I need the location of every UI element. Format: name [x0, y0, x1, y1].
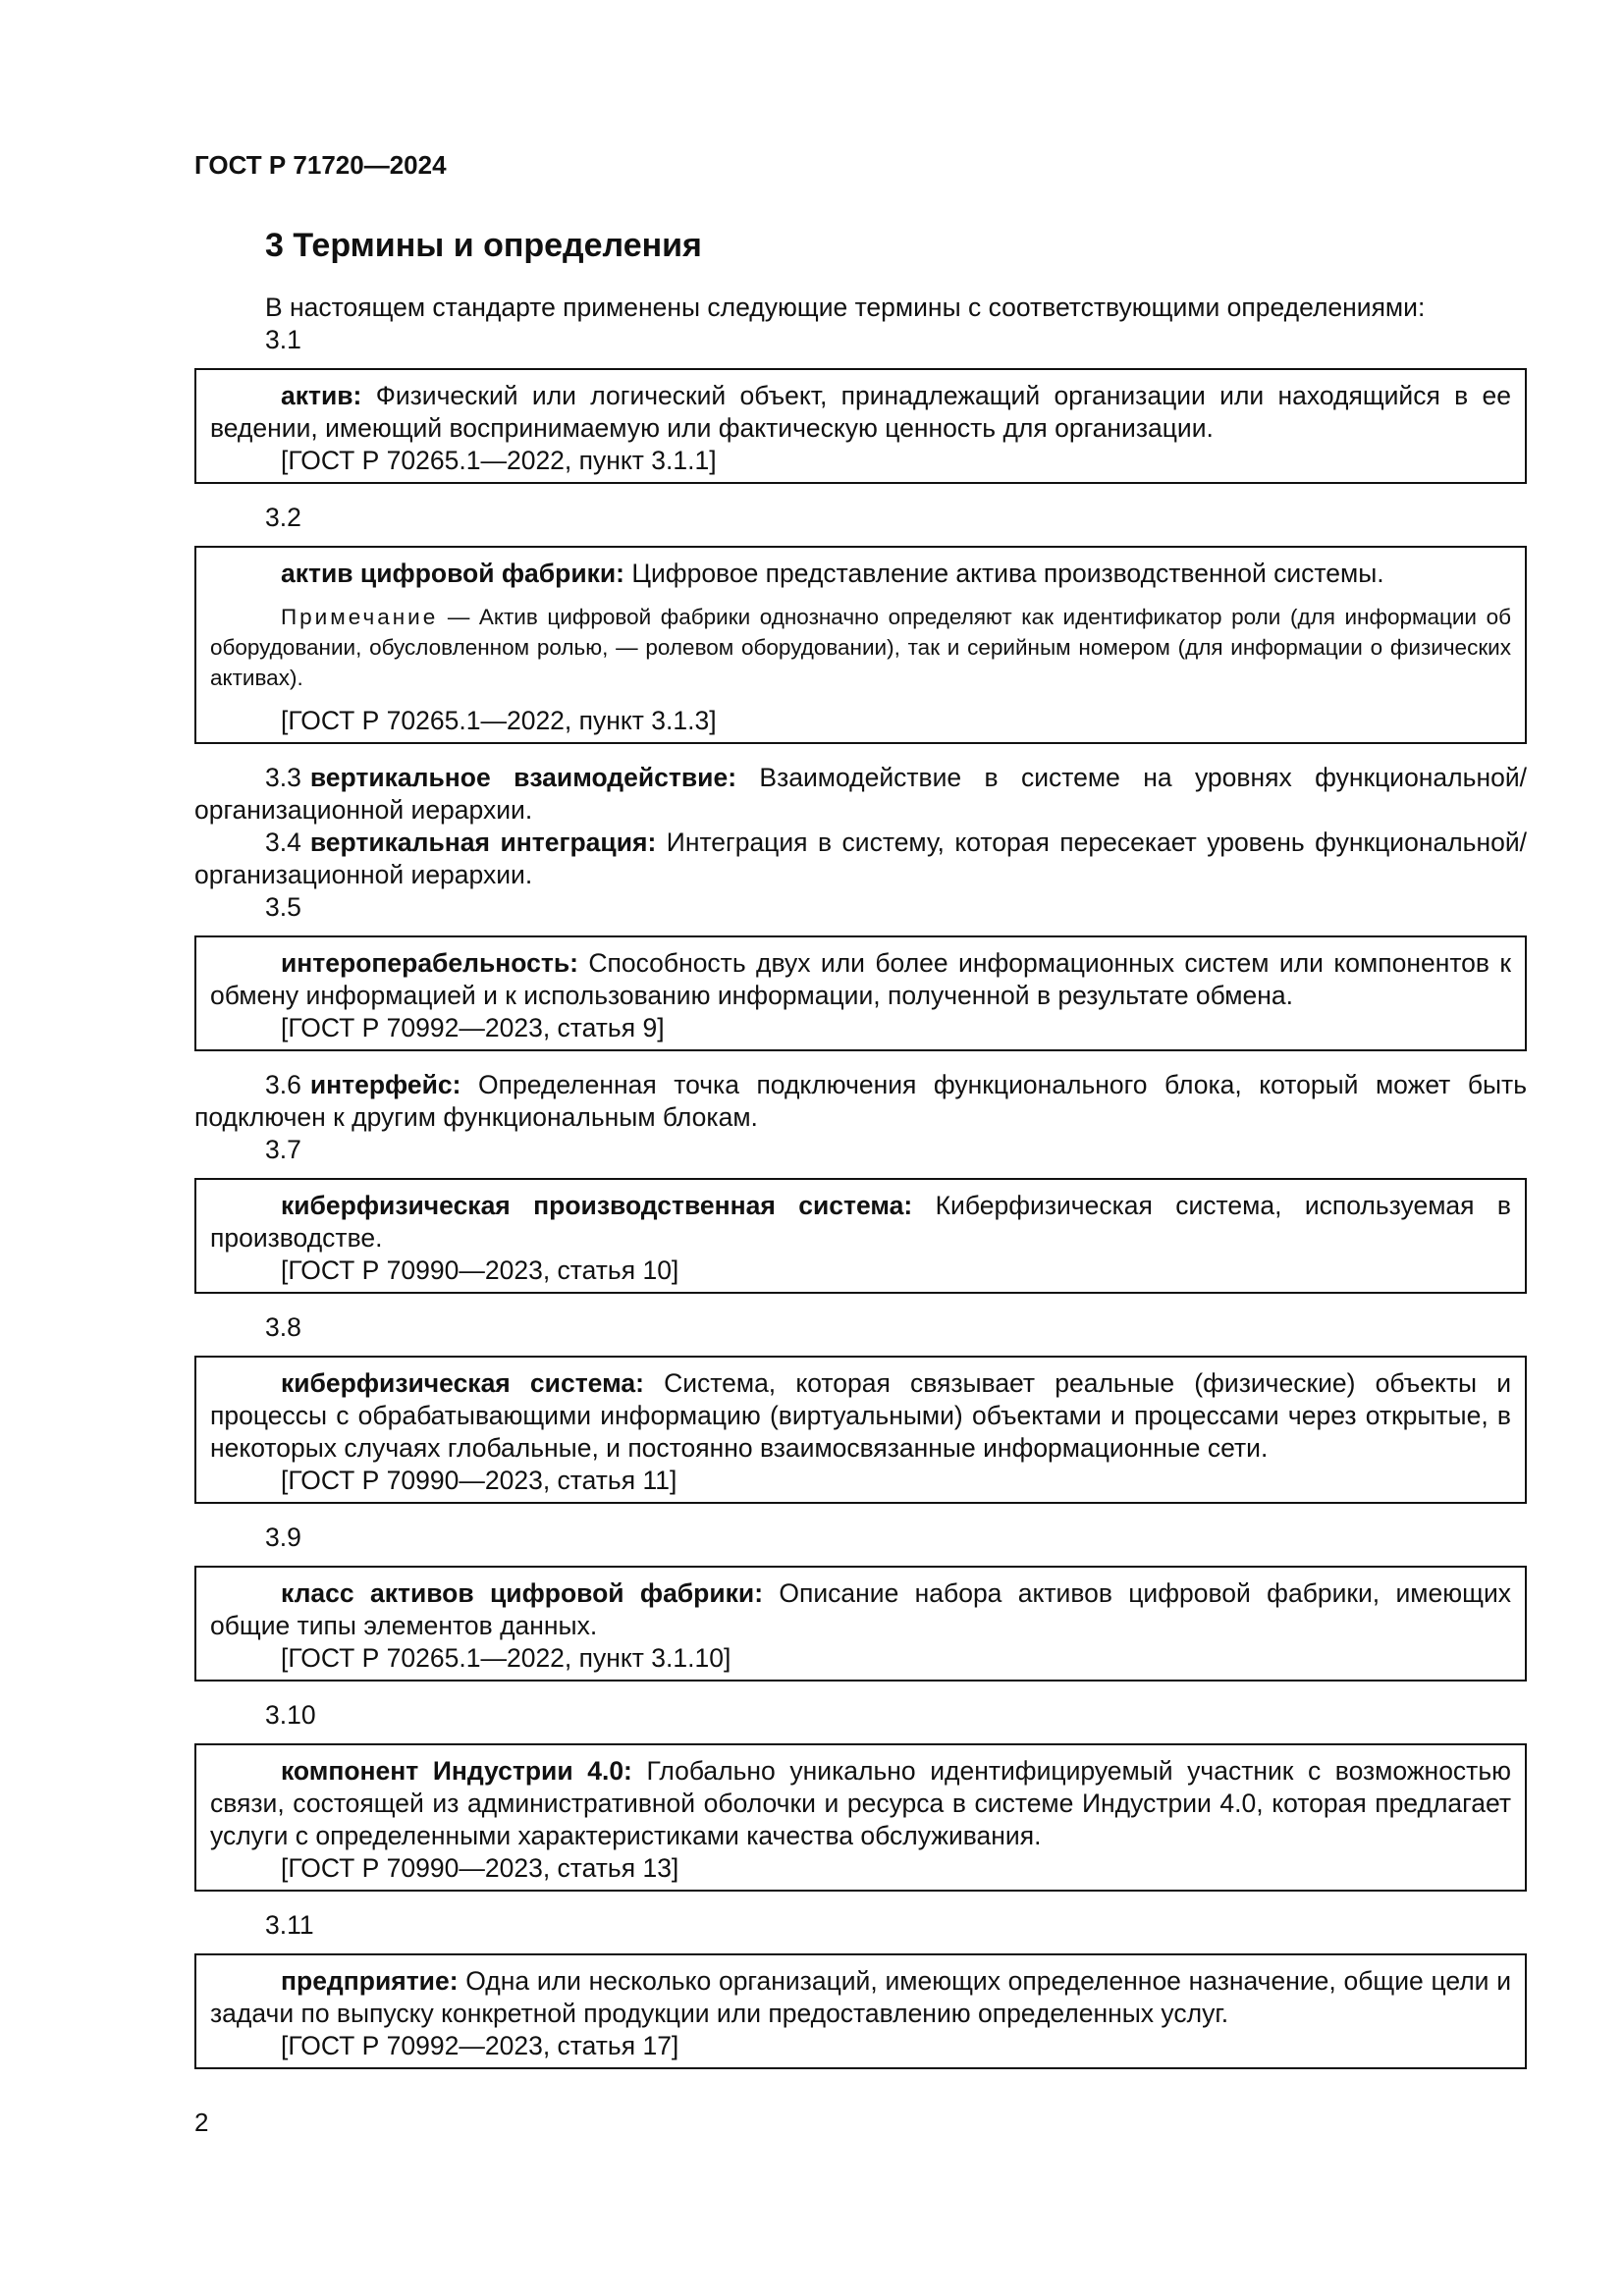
term-source: [ГОСТ Р 70992—2023, статья 9] — [281, 1013, 665, 1042]
entry-number: 3.6 — [265, 1070, 301, 1099]
term-note — [210, 602, 1511, 693]
entry-number: 3.7 — [265, 1135, 301, 1164]
term-box — [194, 1178, 1527, 1294]
term-name: вертикальная интеграция: — [309, 828, 657, 857]
document-id-header: ГОСТ Р 71720—2024 — [194, 150, 447, 180]
term-definition — [210, 380, 1511, 445]
note-text: — Актив цифровой фабрики однозначно определяют как идентификатор роли (для информации об оборудовании, обусловленном ролью, — ролевом оборудовании), так и серийным номером (для информации о физических активах). — [210, 605, 1511, 690]
page-number: 2 — [194, 2108, 209, 2137]
term-definition — [210, 947, 1511, 1012]
term-definition — [210, 1367, 1511, 1465]
term-box — [194, 935, 1527, 1051]
definition-text: Киберфизическая система, используемая в производстве. — [210, 1191, 1511, 1253]
term-paragraph — [194, 827, 1527, 891]
entry-number: 3.3 — [265, 763, 301, 792]
note-label: Примечание — [281, 605, 439, 629]
term-box — [194, 1743, 1527, 1892]
term-definition — [210, 1577, 1511, 1642]
term-definition — [210, 1965, 1511, 2030]
term-definition — [210, 558, 1511, 590]
term-name: класс активов цифровой фабрики: — [281, 1578, 764, 1608]
term-name: актив: — [281, 381, 362, 410]
term-name: киберфизическая система: — [281, 1368, 644, 1398]
page-content — [194, 223, 1527, 2087]
term-definition — [210, 1190, 1511, 1255]
term-source: [ГОСТ Р 70990—2023, статья 13] — [281, 1853, 679, 1883]
entry-number: 3.9 — [265, 1522, 301, 1552]
entry-number: 3.8 — [265, 1312, 301, 1342]
term-box — [194, 546, 1527, 744]
entry-number: 3.4 — [265, 828, 301, 857]
term-name: киберфизическая производственная система: — [281, 1191, 913, 1220]
definition-text: Способность двух или более информационных систем или компонентов к обмену информацией и к использованию информации, полученной в результате обмена. — [210, 948, 1511, 1010]
term-paragraph — [194, 762, 1527, 827]
definition-text: Система, которая связывает реальные (физические) объекты и процессы с обрабатывающими информацию (виртуальными) объектами и процессами через открытые, в некоторых случаях глобальные, и постоянно взаимосвязанные информационные сети. — [210, 1368, 1512, 1463]
definition-text: Одна или несколько организаций, имеющих определенное назначение, общие цели и задачи по выпуску конкретной продукции или предоставлению определенных услуг. — [210, 1966, 1511, 2028]
definition-text: Цифровое представление актива производственной системы. — [631, 559, 1384, 588]
term-name: компонент Индустрии 4.0: — [281, 1756, 632, 1786]
definition-text: Интеграция в систему, которая пересекает уровень функциональной/организационной иерархии. — [194, 828, 1527, 889]
term-paragraph — [194, 1069, 1527, 1134]
term-source: [ГОСТ Р 70990—2023, статья 11] — [281, 1466, 677, 1495]
entry-number: 3.2 — [265, 503, 301, 532]
term-name: интероперабельность: — [281, 948, 578, 978]
section-title: 3 Термины и определения — [265, 227, 702, 264]
entry-number: 3.5 — [265, 892, 301, 922]
term-source: [ГОСТ Р 70990—2023, статья 10] — [281, 1255, 679, 1285]
term-box — [194, 1356, 1527, 1504]
term-name: актив цифровой фабрики: — [281, 559, 624, 588]
definition-text: Физический или логический объект, принадлежащий организации или находящийся в ее ведении, имеющий воспринимаемую или фактическую ценность для организации. — [210, 381, 1511, 443]
term-source: [ГОСТ Р 70265.1—2022, пункт 3.1.1] — [281, 446, 717, 475]
term-box — [194, 1953, 1527, 2069]
term-source: [ГОСТ Р 70265.1—2022, пункт 3.1.3] — [281, 706, 717, 735]
term-definition — [210, 1755, 1511, 1852]
term-name: предприятие: — [281, 1966, 459, 1996]
section-intro: В настоящем стандарте применены следующие термины с соответствующими определениями: — [265, 293, 1426, 322]
definition-text: Взаимодействие в системе на уровнях функциональной/организационной иерархии. — [194, 763, 1527, 825]
definition-text: Описание набора активов цифровой фабрики, имеющих общие типы элементов данных. — [210, 1578, 1511, 1640]
term-name: интерфейс: — [309, 1070, 461, 1099]
term-box — [194, 1566, 1527, 1682]
definition-text: Определенная точка подключения функционального блока, который может быть подключен к другим функциональным блокам. — [194, 1070, 1527, 1132]
entry-number: 3.11 — [265, 1910, 314, 1940]
term-source: [ГОСТ Р 70265.1—2022, пункт 3.1.10] — [281, 1643, 731, 1673]
entry-number: 3.10 — [265, 1700, 316, 1730]
term-source: [ГОСТ Р 70992—2023, статья 17] — [281, 2031, 679, 2060]
entry-number: 3.1 — [265, 325, 301, 354]
term-name: вертикальное взаимодействие: — [309, 763, 737, 792]
definition-text: Глобально уникально идентифицируемый участник с возможностью связи, состоящей из административной оболочки и ресурса в системе Индустрии 4.0, которая предлагает услуги с определенными характеристиками качества обслуживания. — [210, 1756, 1511, 1850]
term-box — [194, 368, 1527, 484]
